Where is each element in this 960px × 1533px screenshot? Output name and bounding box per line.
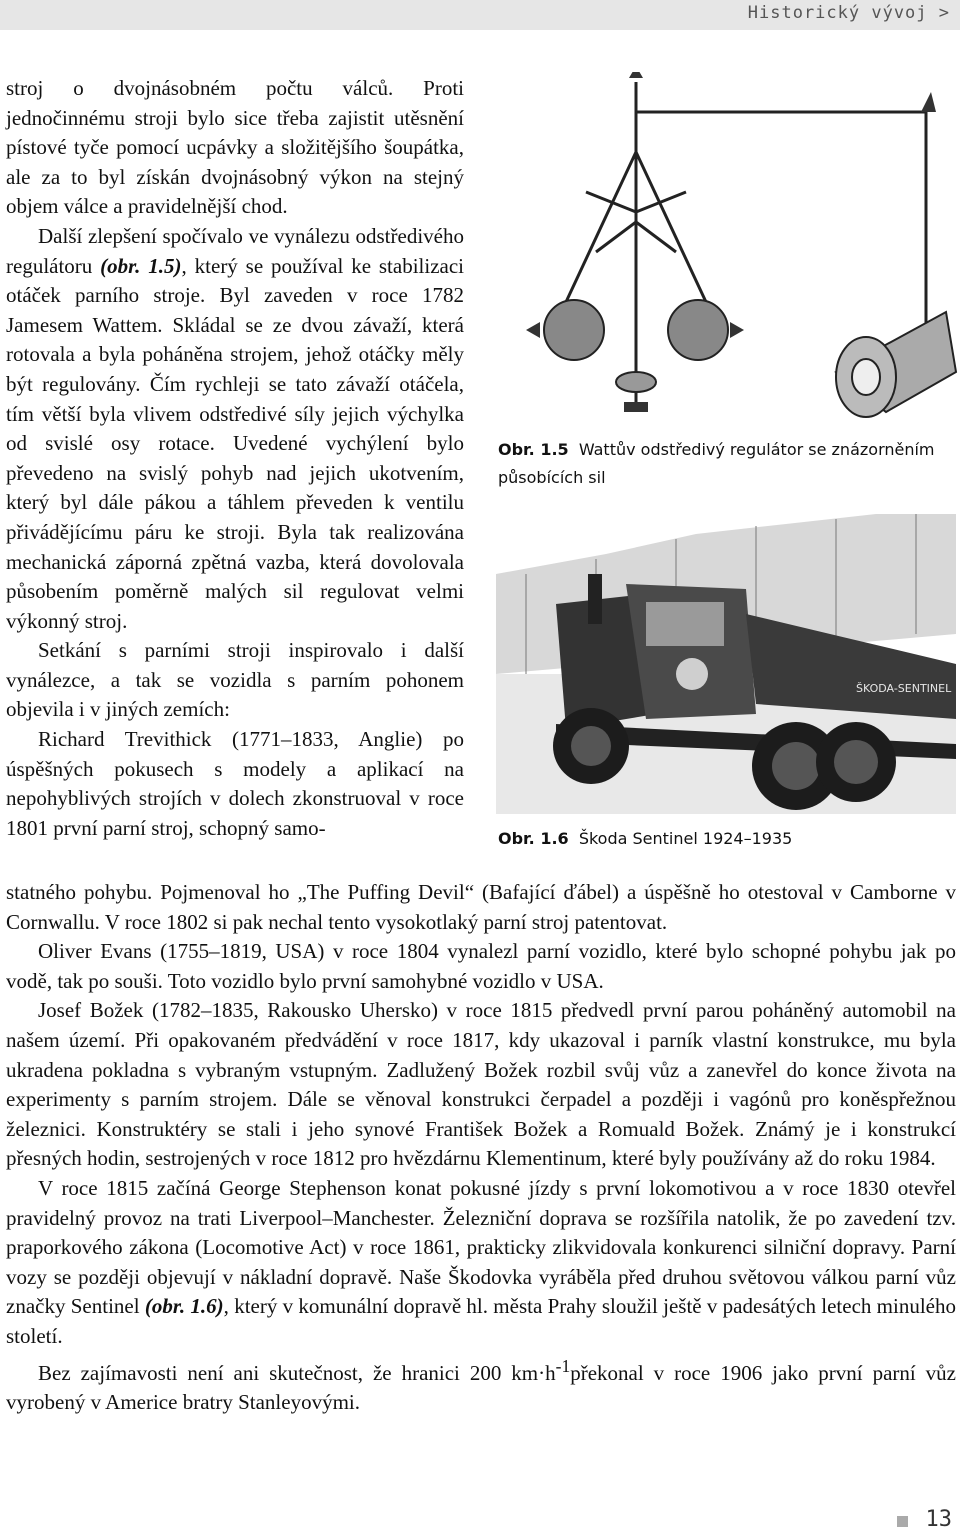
paragraph: Setkání s parními stroji inspirovalo i další vynálezce, a tak se vozidla s parním pohonem objevila i v jiných zemích: [6,638,464,722]
page-number: 13 [925,1507,952,1532]
paragraph: Oliver Evans (1755–1819, USA) v roce 1804 vynalezl parní vozidlo, které bylo schopné pohybu jak po vodě, tak po souši. Toto vozidlo bylo první samohybné vozidlo v USA. [6,939,956,993]
text-run: překonal v roce 1906 jako první parní vůz vyrobený v Americe bratry Stanleyovými. [6,1360,956,1415]
paragraph: stroj o dvojnásobném počtu válců. Proti jednočinnému stroji bylo sice třeba zajistit utěsnění pístové tyče pomocí ucpávky a složitějšího šoupátka, ale za to byl získán dvojnásobný výkon na stejný objem válce a pravidelnější chod. [6,76,464,219]
paragraph: Josef Božek (1782–1835, Rakousko Uhersko) v roce 1815 předvedl první parou poháněný automobil na našem území. Při opakovaném předvádění v roce 1817, kdy ukazoval i parník vlastní konstrukce, mu byla ukradena pokladna s vybraným vstupným. Zadlužený Božek rozbil svůj vůz a zanevřel do konce života na experimenty s parním strojem. Dále se věnoval konstrukci čerpadel a později i vagónů pro koněspřežnou železnici. Konstruktéry se stali i jeho synové František Božek a Romuald Božek. Známý je i konstrukcí přesných hodin, sestrojených v roce 1812 pro hvězdárnu Klementinum, které byly používány až do roku 1984. [6,998,956,1171]
section-title: Historický vývoj > [747,3,950,23]
text-run: Další zlepšení spočívalo ve vynálezu odstředivého regulátoru [6,223,464,278]
caption-text: Wattův odstředivý regulátor se znázorněním působících sil [498,440,935,487]
figure-reference: (obr. 1.5) [100,253,182,278]
paragraph [6,1352,956,1418]
paragraph: Richard Trevithick (1771–1833, Anglie) po úspěšných pokusech s modely a aplikací na nepohyblivých strojích v dolech zkonstruoval v roce 1801 první parní stroj, schopný samo- [6,727,464,840]
paragraph [6,222,464,636]
page-header [0,0,960,30]
paragraph [6,1174,956,1352]
figure-caption [498,436,954,492]
superscript: -1 [555,1355,571,1376]
text-run: V roce 1815 začíná George Stephenson konat pokusné jízdy s první lokomotivou a v roce 1830 otevřel pravidelný provoz na trati Liverpool–Manchester. Železniční doprava se rozšířila natolik, že po zavedení tzv. praporkového zákona (Locomotive Act) v roce 1861, prakticky zlikvidovala konkurenci silniční dopravy. Parní vozy se později objevují v nákladní dopravě. Naše Škodovka vyráběla před druhou světovou válkou parní vůz značky Sentinel [6,1175,956,1319]
text-run: , který se používal ke stabilizaci otáček parního stroje. Byl zaveden v roce 1782 Jamesem Wattem. Skládal se ze dvou závaží, která rotovala a byla poháněna strojem, jehož otáčky měly být regulovány. Čím rychleji se tato závaží otáčela, tím větší byla vlivem odstředivé síly jejich výchylka od svislé osy rotace. Uvedené vychýlení bylo převedeno na svislý pohyb nad jejich ukotvením, který byl dále pákou a táhlem převeden k ventilu přivádějícímu páru ke stroji. Byla tak realizována mechanická záporná zpětná vazba, která dovolovala působením poměrně malých sil regulovat velmi výkonný stroj. [6,253,465,633]
text-run: Bez zajímavosti není ani skutečnost, že hranici 200 km·h [38,1360,556,1385]
paragraph: statného pohybu. Pojmenoval ho „The Puffing Devil“ (Bafající ďábel) a úspěšně ho otestoval v Camborne v Cornwallu. V roce 1802 si pak nechal tento vysokotlaký parní stroj patentovat. [6,880,956,934]
page-marker [897,1516,908,1527]
figure-caption [498,825,954,853]
truck-door-lettering: ŠKODA-SENTINEL [856,682,952,695]
figure-label: Obr. 1.5 [498,440,569,459]
watt-governor-figure [526,72,958,432]
skoda-sentinel-photo [496,514,956,814]
figure-reference: (obr. 1.6) [144,1294,224,1319]
figure-label: Obr. 1.6 [498,829,569,848]
text-run: , který v komunální dopravě hl. města Prahy sloužil ještě v padesátých letech minulého století. [6,1294,956,1348]
full-width-text [6,878,956,1418]
caption-text: Škoda Sentinel 1924–1935 [578,829,793,848]
column-text [6,74,464,843]
